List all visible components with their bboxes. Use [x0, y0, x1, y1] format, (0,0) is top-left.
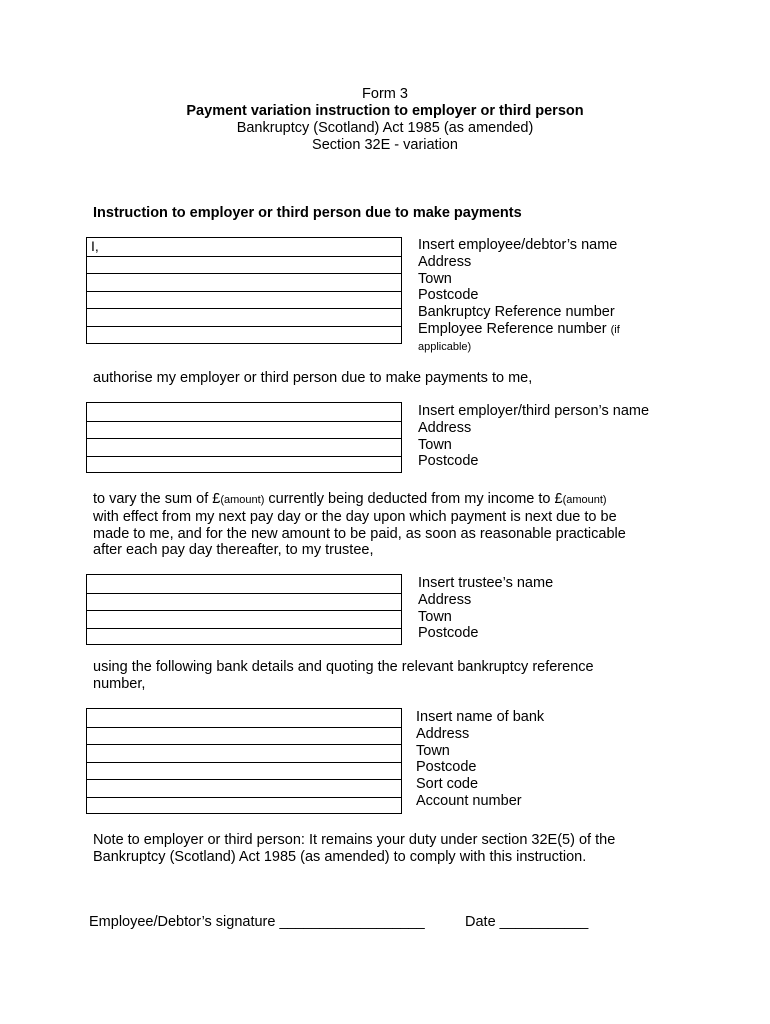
employer-address-field[interactable] [87, 421, 401, 438]
trustee-label: Postcode [418, 625, 479, 642]
trustee-label: Insert trustee’s name [418, 575, 554, 591]
employer-label: Address [418, 419, 472, 436]
debtor-label: Address [418, 253, 472, 270]
trustee-label: Address [418, 591, 472, 608]
debtor-details-box [86, 237, 402, 344]
bank-town-field[interactable] [87, 744, 401, 761]
debtor-label: Insert employee/debtor’s name [418, 237, 618, 253]
employer-label: Postcode [418, 453, 479, 470]
note-text: Note to employer or third person: It remains your duty under section 32E(5) of the [93, 832, 616, 848]
debtor-employee-ref-field[interactable] [87, 326, 401, 345]
form-title: Payment variation instruction to employer or third person [186, 103, 584, 119]
amount-placeholder: (amount) [220, 494, 265, 506]
debtor-bankruptcy-ref-field[interactable] [87, 308, 401, 325]
bank-text: number, [93, 675, 146, 692]
act-reference: Bankruptcy (Scotland) Act 1985 (as amended) [236, 120, 534, 136]
bank-label: Sort code [416, 776, 479, 793]
employer-label: Town [418, 436, 452, 453]
section-heading: Instruction to employer or third person due to make payments [93, 205, 522, 221]
bank-label: Insert name of bank [416, 709, 545, 725]
debtor-postcode-field[interactable] [87, 291, 401, 308]
bank-label: Postcode [416, 759, 477, 776]
amount-placeholder: (amount) [562, 494, 607, 506]
trustee-address-field[interactable] [87, 593, 401, 610]
debtor-town-field[interactable] [87, 273, 401, 290]
trustee-town-field[interactable] [87, 610, 401, 627]
debtor-label: Bankruptcy Reference number [418, 304, 615, 321]
bank-label: Account number [416, 792, 522, 809]
vary-text: made to me, and for the new amount to be paid, as soon as reasonable practicable [93, 525, 626, 542]
bank-account-number-field[interactable] [87, 797, 401, 815]
bank-label: Town [416, 742, 450, 759]
employee-ref-label: Employee Reference number [418, 320, 607, 337]
employer-town-field[interactable] [87, 438, 401, 455]
debtor-label: Town [418, 270, 452, 287]
form-number: Form 3 [362, 86, 408, 102]
vary-paragraph [93, 491, 693, 559]
bank-labels [416, 709, 544, 810]
employer-labels [418, 403, 649, 470]
debtor-labels [418, 237, 620, 355]
bank-sort-code-field[interactable] [87, 779, 401, 796]
bank-text: using the following bank details and quoting the relevant bankruptcy reference [93, 659, 594, 675]
signature-line[interactable]: Employee/Debtor’s signature __________________ [89, 914, 425, 930]
vary-text: to vary the sum of £ [93, 491, 221, 507]
bank-address-field[interactable] [87, 727, 401, 744]
trustee-name-field[interactable] [87, 575, 401, 592]
trustee-label: Town [418, 608, 452, 625]
bank-details-box [86, 708, 402, 814]
authorise-text: authorise my employer or third person due to make payments to me, [93, 370, 533, 386]
debtor-label [418, 321, 620, 339]
vary-text: after each pay day thereafter, to my trustee, [93, 542, 374, 559]
employer-label: Insert employer/third person’s name [418, 403, 650, 419]
debtor-prefix: I, [91, 238, 99, 254]
employer-details-box [86, 402, 402, 473]
vary-text: currently being deducted from my income to £ [264, 491, 563, 507]
if-applicable-note: (if [610, 323, 620, 336]
trustee-details-box [86, 574, 402, 645]
bank-postcode-field[interactable] [87, 762, 401, 779]
employer-postcode-field[interactable] [87, 456, 401, 474]
employer-name-field[interactable] [87, 403, 401, 420]
bank-name-field[interactable] [87, 709, 401, 726]
applicable-note: applicable) [418, 340, 472, 353]
trustee-labels [418, 575, 553, 642]
debtor-name-field[interactable] [87, 238, 401, 255]
debtor-address-field[interactable] [87, 256, 401, 273]
note-paragraph [93, 832, 713, 866]
trustee-postcode-field[interactable] [87, 628, 401, 646]
bank-label: Address [416, 725, 470, 742]
vary-text: with effect from my next pay day or the day upon which payment is next due to be [93, 508, 617, 525]
note-text: Bankruptcy (Scotland) Act 1985 (as amended) to comply with this instruction. [93, 848, 587, 865]
debtor-label: Postcode [418, 287, 479, 304]
bank-paragraph [93, 659, 693, 693]
date-line[interactable]: Date ___________ [465, 914, 589, 930]
section-reference: Section 32E - variation [312, 137, 458, 153]
